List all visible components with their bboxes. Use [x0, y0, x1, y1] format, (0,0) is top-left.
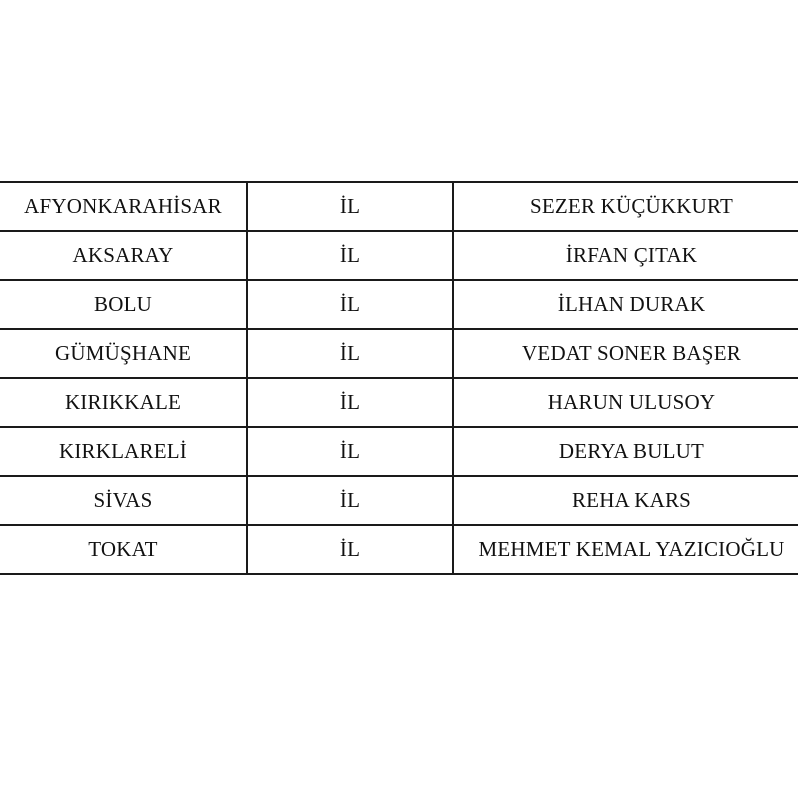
person-name-cell: İLHAN DURAK [453, 280, 798, 329]
level-cell: İL [247, 329, 453, 378]
table-row [0, 476, 798, 525]
table-row [0, 231, 798, 280]
table-row [0, 378, 798, 427]
level-cell: İL [247, 231, 453, 280]
level-cell: İL [247, 476, 453, 525]
person-name-cell: HARUN ULUSOY [453, 378, 798, 427]
province-cell: GÜMÜŞHANE [0, 329, 247, 378]
province-cell: KIRIKKALE [0, 378, 247, 427]
province-cell: BOLU [0, 280, 247, 329]
table-row [0, 329, 798, 378]
person-name-cell: MEHMET KEMAL YAZICIOĞLU [453, 525, 798, 574]
province-cell: TOKAT [0, 525, 247, 574]
assignment-table-wrapper [0, 181, 798, 575]
level-cell: İL [247, 378, 453, 427]
province-cell: KIRKLARELİ [0, 427, 247, 476]
province-cell: AKSARAY [0, 231, 247, 280]
person-name-cell: VEDAT SONER BAŞER [453, 329, 798, 378]
level-cell: İL [247, 280, 453, 329]
level-cell: İL [247, 525, 453, 574]
table-row [0, 182, 798, 231]
table-row [0, 525, 798, 574]
province-cell: AFYONKARAHİSAR [0, 182, 247, 231]
person-name-cell: DERYA BULUT [453, 427, 798, 476]
person-name-cell: REHA KARS [453, 476, 798, 525]
person-name-cell: İRFAN ÇITAK [453, 231, 798, 280]
table-row [0, 427, 798, 476]
level-cell: İL [247, 427, 453, 476]
table-row [0, 280, 798, 329]
level-cell: İL [247, 182, 453, 231]
province-cell: SİVAS [0, 476, 247, 525]
person-name-cell: SEZER KÜÇÜKKURT [453, 182, 798, 231]
assignment-table [0, 181, 798, 575]
